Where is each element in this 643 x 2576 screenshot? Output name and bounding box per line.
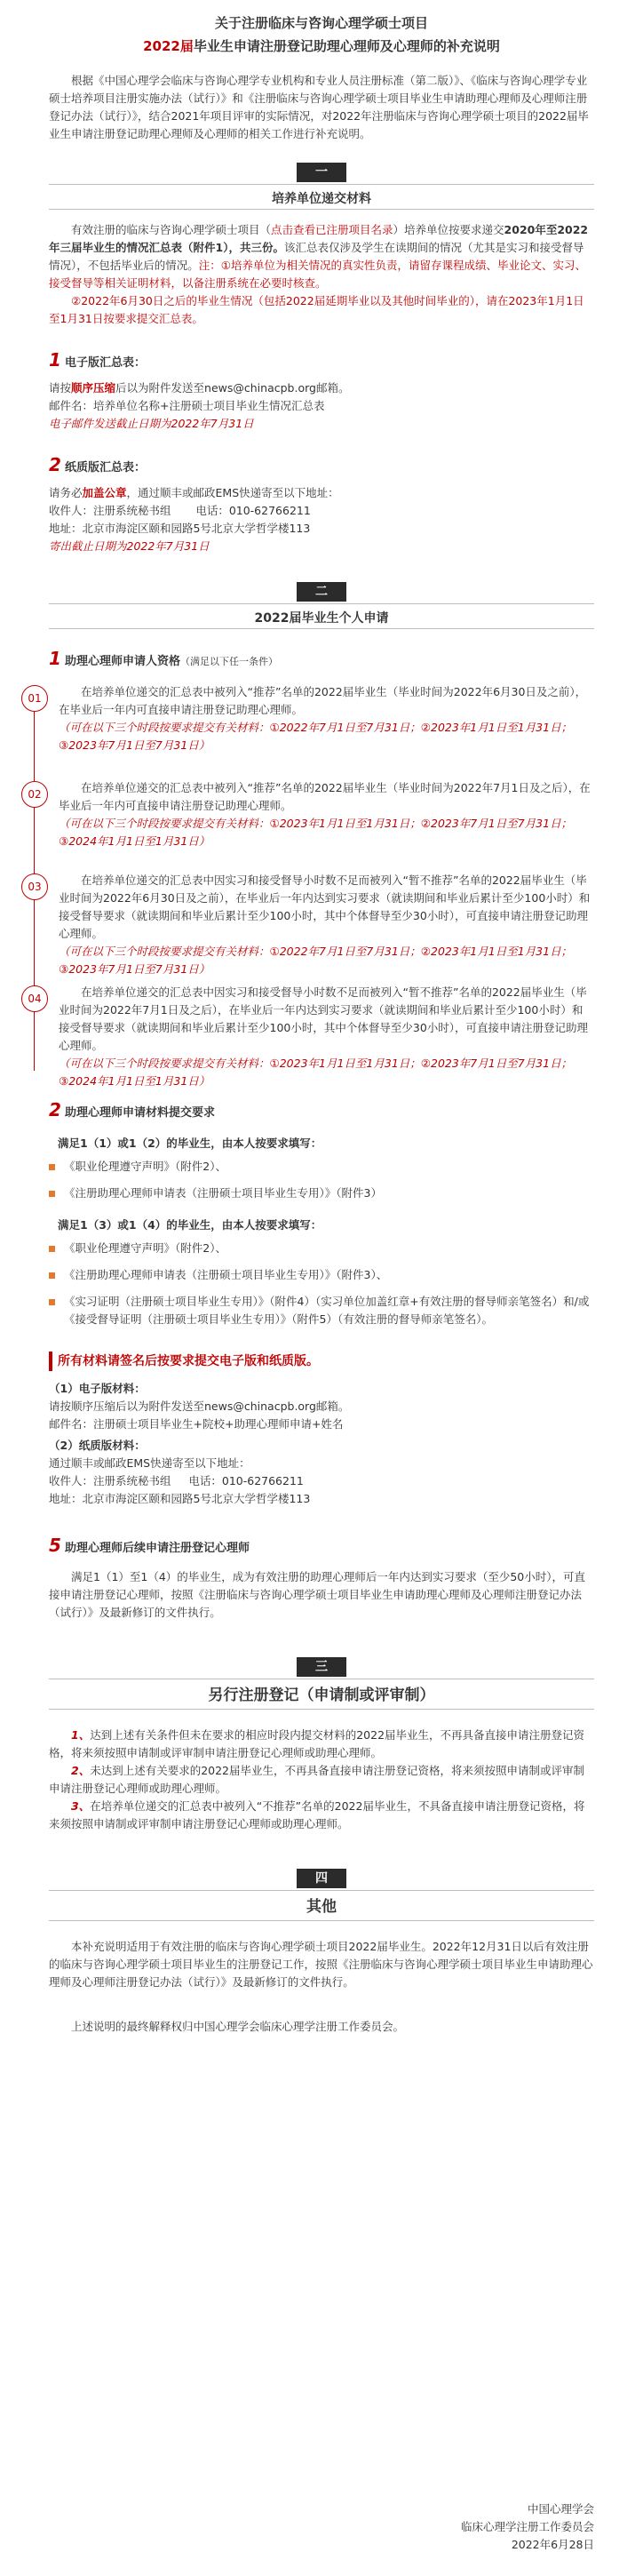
heading-note: （满足以下任一条件） xyxy=(180,656,279,667)
bullet-icon xyxy=(49,1299,55,1305)
bullet-icon xyxy=(49,1164,55,1170)
title-line2 xyxy=(0,36,643,59)
intro-paragraph: 根据《中国心理学会临床与咨询心理学专业机构和专业人员注册标准（第二版）》、《临床与咨询心理学专业硕士培养项目注册实施办法（试行）》和《注册临床与咨询心理学硕士项目毕业生申请助理心理师及心理师注册登记办法（试行）》，结合2021年项目评审的实际情况，对2022年注册临床与咨询心理学硕士项目的2022届毕业生申请注册登记助理心理师及心理师的相关工作进行补充说明。 xyxy=(49,74,589,140)
divider xyxy=(49,628,594,629)
item-text: 在培养单位递交的汇总表中被列入“推荐”名单的2022届毕业生（毕业时间为2022年7月1日及之后），在毕业后一年内可直接申请注册登记助理心理师。 xyxy=(59,781,591,812)
sec4-text: 本补充说明适用于有效注册的临床与咨询心理学硕士项目2022届毕业生。2022年12月31日以后有效注册的临床与咨询心理学硕士项目毕业生的注册登记工作，按照《注册临床与咨询心理学硕士项目毕业生申请助理心理师及心理师注册登记办法（试行）》及最新修订的文件执行。 xyxy=(49,1940,593,1990)
section-title: 另行注册登记（申请制或评审制） xyxy=(208,1687,435,1705)
list-item-text: 《实习证明（注册硕士项目毕业生专用）》（附件4）（实习单位加盖红章+有效注册的督导师亲笔签名）和/或《接受督导证明（注册硕士项目毕业生专用）》（附件5）（有效注册的督导师亲笔签名）。 xyxy=(64,1295,590,1326)
bold-text: 2020年至2022年三届毕业生的情况汇总表（附件1），共三份。 xyxy=(49,223,589,254)
electronic-materials-line: 请按顺序压缩后以为附件发送至news@chinacpb.org邮箱。 xyxy=(49,1400,350,1414)
item-number-badge: 02 xyxy=(21,781,48,808)
page xyxy=(0,12,643,2576)
section-title: 培养单位递交材料 xyxy=(272,192,371,206)
text: 请务必 xyxy=(49,486,83,499)
text: 后以为附件发送至news@chinacpb.org邮箱。 xyxy=(115,381,350,395)
title-year: 2022届 xyxy=(143,37,194,54)
title-line1: 关于注册临床与咨询心理学硕士项目 xyxy=(214,15,428,31)
sec3-item xyxy=(49,1798,594,1833)
list-item xyxy=(49,1240,594,1257)
list-item xyxy=(49,1266,594,1284)
heading-number: 1 xyxy=(49,349,61,371)
item-note: （可在以下三个时段按要求提交有关材料：①2023年1月1日至1月31日；②2023年7月1日至7月31日；③2024年1月1日至1月31日） xyxy=(59,1057,573,1088)
heading-text: 纸质版汇总表： xyxy=(65,461,147,475)
text: 有效注册的临床与咨询心理学硕士项目（ xyxy=(71,223,272,236)
sec2-heading-5 xyxy=(49,1531,594,1559)
bullet-icon xyxy=(49,1191,55,1197)
section-2-header xyxy=(49,582,594,632)
qualification-item xyxy=(59,683,591,754)
email-instruction xyxy=(49,379,594,397)
registered-list-link[interactable]: 点击查看已注册项目名录 xyxy=(271,223,393,236)
heading-number: 5 xyxy=(49,1535,61,1557)
sec1-paragraph xyxy=(49,221,594,292)
email-deadline: 电子邮件发送截止日期为2022年7月31日 xyxy=(49,417,254,430)
electronic-materials-subject: 邮件名：注册硕士项目毕业生+院校+助理心理师申请+姓名 xyxy=(49,1417,344,1432)
item-text: 达到上述有关条件但未在要求的相应时段内提交材料的2022届毕业生，不再具备直接申请注册登记资格，将来须按照申请制或评审制申请注册登记心理师或助理心理师。 xyxy=(49,1728,585,1760)
sec2-heading-2 xyxy=(49,1096,594,1124)
section-badge: 一 xyxy=(297,163,346,182)
group2-head: 满足1（3）或1（4）的毕业生，由本人按要求填写： xyxy=(58,1218,322,1232)
title-rest: 毕业生申请注册登记助理心理师及心理师的补充说明 xyxy=(193,37,500,54)
paper-materials-address: 地址：北京市海淀区颐和园路5号北京大学哲学楼113 xyxy=(49,1492,311,1506)
item-number-badge: 01 xyxy=(21,685,48,712)
divider xyxy=(49,1920,594,1921)
divider xyxy=(49,603,594,604)
text: 该汇总表仅涉及学生在读期间的情况（尤其是实习和接受督导情况），不包括毕业后的情况。 xyxy=(49,241,584,272)
signature-block xyxy=(461,2500,594,2554)
signature-date: 2022年6月28日 xyxy=(511,2538,594,2551)
paper-instruction xyxy=(49,484,594,502)
email-subject: 邮件名：培养单位名称+注册硕士项目毕业生情况汇总表 xyxy=(49,399,325,412)
divider xyxy=(49,1890,594,1891)
divider xyxy=(49,209,594,210)
list-item-text: 《职业伦理遵守声明》（附件2）、 xyxy=(64,1241,226,1255)
sec2-heading-1 xyxy=(49,644,594,673)
signature-committee: 临床心理学注册工作委员会 xyxy=(460,2520,594,2533)
bullet-icon xyxy=(49,1246,55,1252)
item-number-badge: 03 xyxy=(21,873,48,900)
bold-text: 顺序压缩 xyxy=(71,381,116,395)
paper-materials-head: （2）纸质版材料： xyxy=(49,1439,146,1453)
heading-number: 2 xyxy=(49,1099,61,1121)
sec3-item xyxy=(49,1762,594,1798)
section-1-header xyxy=(49,163,594,212)
text: ，通过顺丰或邮政EMS快递寄至以下地址： xyxy=(126,486,339,499)
signature-org: 中国心理学会 xyxy=(527,2502,594,2516)
item-number: 3、 xyxy=(71,1799,91,1814)
heading-text: 助理心理师申请材料提交要求 xyxy=(65,1106,216,1120)
red-note: 注：①培养单位为相关情况的真实性负责，请留存课程成绩、毕业论文、实习、接受督导等相关证明材料，以备注册系统在必要时核查。 xyxy=(49,259,586,290)
paper-address: 地址：北京市海淀区颐和园路5号北京大学哲学楼113 xyxy=(49,522,311,535)
item-text: 在培养单位递交的汇总表中被列入“不推荐”名单的2022届毕业生，不具备直接申请注册登记资格，将来须按照申请制或评审制申请注册登记心理师或助理心理师。 xyxy=(49,1799,585,1831)
list-item-text: 《职业伦理遵守声明》（附件2）、 xyxy=(64,1160,226,1173)
electronic-materials-head: （1）电子版材料： xyxy=(49,1382,146,1396)
section-4-header xyxy=(49,1869,594,1918)
item-note: （可在以下三个时段按要求提交有关材料：①2022年7月1日至7月31日；②2023年1月1日至1月31日；③2023年7月1日至7月31日） xyxy=(59,721,573,752)
divider xyxy=(49,184,594,185)
section-badge: 二 xyxy=(297,582,346,602)
qualification-item xyxy=(59,779,591,850)
section-3-header xyxy=(49,1657,594,1707)
heading-number: 2 xyxy=(49,454,61,475)
section-title: 其他 xyxy=(306,1898,337,1917)
paper-recipient: 收件人：注册系统秘书组 电话：010-62766211 xyxy=(49,504,311,517)
list-item-text: 《注册助理心理师申请表（注册硕士项目毕业生专用）》（附件3） xyxy=(64,1186,382,1200)
sec3-item xyxy=(49,1727,594,1762)
submission-notice: 所有材料请签名后按要求提交电子版和纸质版。 xyxy=(49,1352,594,1371)
text: 请按 xyxy=(49,381,72,395)
section-badge: 四 xyxy=(297,1869,346,1888)
section-title: 2022届毕业生个人申请 xyxy=(254,611,389,626)
item-text: 在培养单位递交的汇总表中因实习和接受督导小时数不足而被列入“暂不推荐”名单的2022届毕业生（毕业时间为2022年7月1日及之后），在毕业后一年内达到实习要求（就读期间和毕业后累计至少100小时）和接受督导要求（就读期间和毕业后累计至少100小时，其中个体督导至少30小时），可直接申请注册登记助理心理师。 xyxy=(59,985,589,1052)
item-number: 2、 xyxy=(71,1764,91,1778)
item-text: 在培养单位递交的汇总表中因实习和接受督导小时数不足而被列入“暂不推荐”名单的2022届毕业生（毕业时间为2022年6月30日及之前），在毕业后一年内达到实习要求（就读期间和毕业后累计至少100小时）和接受督导要求（就读期间和毕业后累计至少100小时，其中个体督导至少30小时），可直接申请注册登记助理心理师。 xyxy=(59,873,591,940)
divider xyxy=(49,1709,594,1710)
heading-text: 助理心理师后续申请注册登记心理师 xyxy=(65,1542,250,1556)
qualification-item xyxy=(59,872,591,978)
list-item xyxy=(49,1158,594,1176)
document-title xyxy=(0,12,643,58)
item-note: （可在以下三个时段按要求提交有关材料：①2023年1月1日至1月31日；②2023年7月1日至7月31日；③2024年1月1日至1月31日） xyxy=(59,817,573,848)
item-number: 1、 xyxy=(71,1728,91,1743)
bold-text: 加盖公章 xyxy=(82,486,127,499)
list-item xyxy=(49,1184,594,1202)
psychologist-followup-text: 满足1（1）至1（4）的毕业生，成为有效注册的助理心理师后一年内达到实习要求（至少50小时），可直接申请注册登记心理师，按照《注册临床与咨询心理学硕士项目毕业生申请助理心理师及心理师注册登记办法（试行）》及最新修订的文件执行。 xyxy=(49,1570,585,1620)
sec1-heading-2 xyxy=(49,451,594,479)
sec1-heading-1 xyxy=(49,346,594,374)
list-item-text: 《注册助理心理师申请表（注册硕士项目毕业生专用）》（附件3）、 xyxy=(64,1268,388,1281)
item-text: 在培养单位递交的汇总表中被列入“推荐”名单的2022届毕业生（毕业时间为2022年6月30日及之前），在毕业后一年内可直接申请注册登记助理心理师。 xyxy=(59,685,587,716)
item-number-badge: 04 xyxy=(21,985,48,1012)
bullet-icon xyxy=(49,1272,55,1279)
qualification-list xyxy=(0,673,643,1090)
paper-materials-line: 通过顺丰或邮政EMS快递寄至以下地址： xyxy=(49,1456,250,1471)
item-text: 未达到上述有关要求的2022届毕业生，不再具备直接申请注册登记资格，将来须按照申请制或评审制申请注册登记心理师或助理心理师。 xyxy=(49,1764,585,1796)
heading-text: 助理心理师申请人资格 xyxy=(65,655,181,668)
list-item xyxy=(49,1293,594,1328)
paper-materials-recipient: 收件人：注册系统秘书组 电话：010-62766211 xyxy=(49,1474,304,1488)
group1-head: 满足1（1）或1（2）的毕业生，由本人按要求填写： xyxy=(58,1136,322,1150)
section-badge: 三 xyxy=(297,1657,346,1677)
final-statement: 上述说明的最终解释权归中国心理学会临床心理学注册工作委员会。 xyxy=(71,2020,405,2034)
heading-number: 1 xyxy=(49,648,61,669)
paper-deadline: 寄出截止日期为2022年7月31日 xyxy=(49,539,210,553)
qualification-item xyxy=(59,984,591,1090)
sec1-note2: ②2022年6月30日之后的毕业生情况（包括2022届延期毕业以及其他时间毕业的），请在2023年1月1日至1月31日按要求提交汇总表。 xyxy=(49,294,584,325)
item-note: （可在以下三个时段按要求提交有关材料：①2022年7月1日至7月31日；②2023年1月1日至1月31日；③2023年7月1日至7月31日） xyxy=(59,945,573,976)
text: ）培养单位按要求递交 xyxy=(393,223,504,236)
heading-text: 电子版汇总表： xyxy=(65,356,147,370)
